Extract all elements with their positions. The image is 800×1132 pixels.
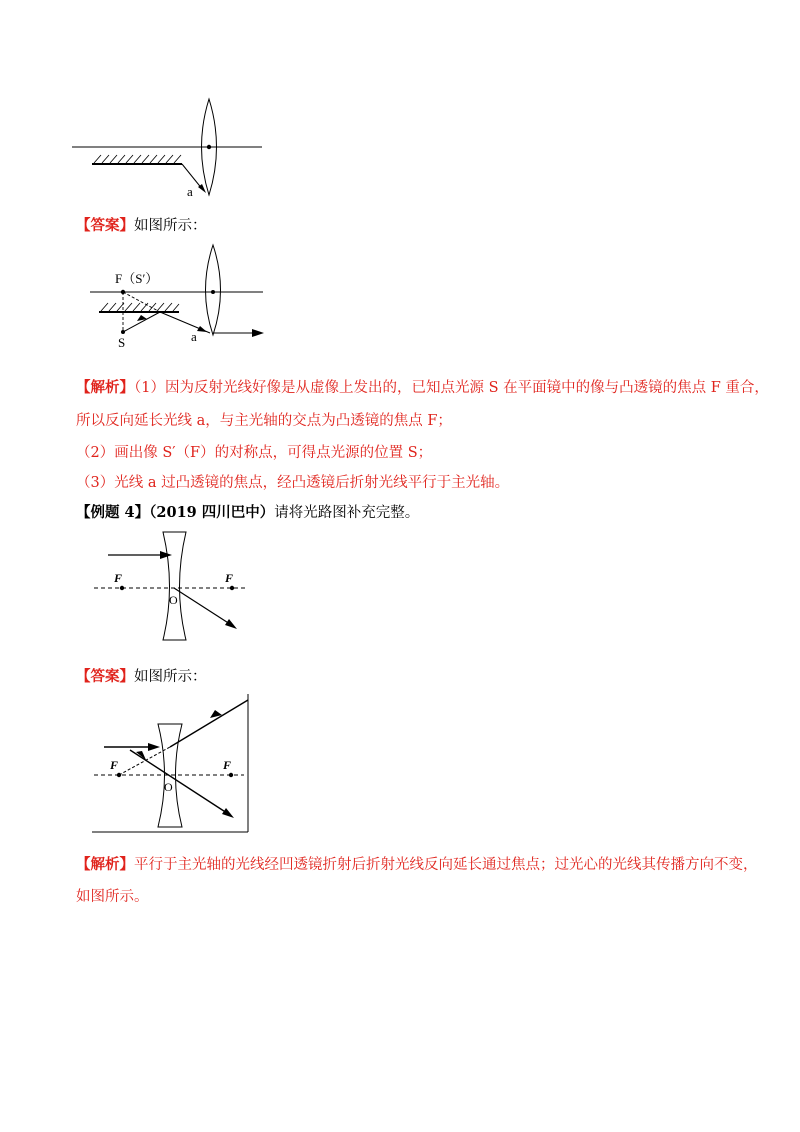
fig1-label-a: a: [187, 184, 193, 199]
answer-2-bracket: 【答案】: [76, 668, 134, 685]
fig4-label-O: O: [164, 780, 173, 794]
figure-concave-lens-question: [90, 530, 255, 645]
fig3-label-F-left: F: [114, 571, 123, 585]
fig2-label-F: F（S′）: [115, 271, 159, 286]
fig3-label-O: O: [169, 593, 178, 607]
figure-concave-lens-answer: [90, 690, 252, 837]
analysis-2-text-1: 平行于主光轴的光线经凹透镜折射后折射光线反向延长通过焦点；过光心的光线其传播方向不变，: [134, 857, 758, 873]
answer-1: [76, 216, 207, 236]
answer-1-bracket: 【答案】: [76, 217, 134, 234]
analysis-2-bracket: 【解析】: [76, 856, 134, 873]
example-4-text: 请将光路图补充完整。: [274, 505, 420, 521]
fig4-label-F-left: F: [110, 758, 119, 772]
analysis-1-line-3: （2）画出像 S′（F）的对称点，可得点光源的位置 S；: [76, 445, 433, 461]
analysis-1-text-1: （1）因为反射光线好像是从虚像上发出的，已知点光源 S 在平面镜中的像与凸透镜的焦点 F 重合，: [134, 380, 769, 396]
analysis-2-line-2: 如图所示。: [76, 889, 149, 905]
analysis-1-bracket: 【解析】: [76, 379, 134, 396]
analysis-1-line-4: （3）光线 a 过凸透镜的焦点，经凸透镜后折射光线平行于主光轴。: [76, 475, 510, 491]
answer-2: [76, 667, 207, 687]
figure-mirror-convex-lens: [70, 95, 270, 200]
fig2-label-a: a: [191, 329, 197, 344]
analysis-2-line-1: [76, 855, 758, 875]
example-4-source: （2019 四川巴中）: [149, 504, 275, 521]
analysis-1-line-2: 所以反向延长光线 a，与主光轴的交点为凸透镜的焦点 F；: [76, 413, 452, 429]
figure-answer-mirror-lens: [85, 243, 275, 358]
example-4-bracket: 【例题 4】: [76, 504, 150, 521]
fig3-label-F-right: F: [225, 571, 234, 585]
answer-1-text: 如图所示：: [134, 218, 207, 234]
analysis-1-line-1: [76, 378, 769, 398]
answer-2-text: 如图所示：: [134, 669, 207, 685]
example-4-heading: [76, 503, 419, 523]
fig2-label-S: S: [118, 335, 126, 350]
fig4-label-F-right: F: [223, 758, 232, 772]
